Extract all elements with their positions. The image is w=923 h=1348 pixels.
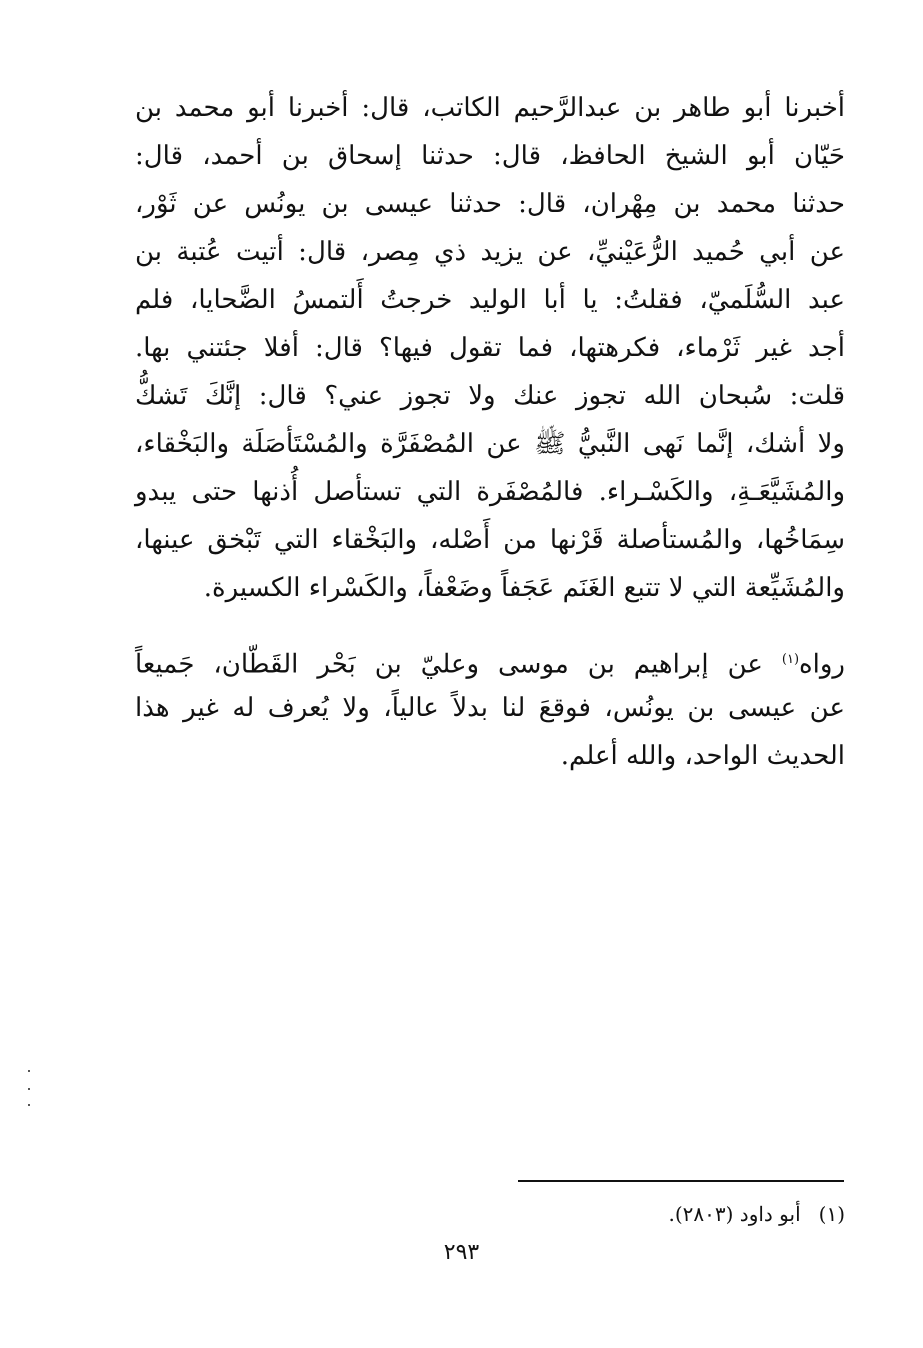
text-segment: عن إبراهيم بن موسى وعليّ بن بَحْر القَطّان، جَميعاً [135, 649, 782, 680]
text-line: الحديث الواحد، والله أعلم. [560, 741, 845, 771]
footnote-number: (١) [818, 1202, 845, 1226]
scan-speck-marks [28, 1070, 30, 1110]
text-line: ولا أشك، إنَّما نَهى النَّبيُّ ﷺ عن المُصْفَرَّة والمُسْتَأصَلَة والبَخْقاء، [135, 429, 845, 459]
text-line: أخبرنا أبو طاهر بن عبدالرَّحيم الكاتب، قال: أخبرنا أبو محمد بن [135, 93, 845, 123]
footnote-text: أبو داود (٢٨٠٣). [668, 1202, 801, 1226]
text-line: حَيّان أبو الشيخ الحافظ، قال: حدثنا إسحاق بن أحمد، قال: [135, 141, 845, 171]
text-line: سِمَاخُها، والمُستأصلة قَرْنها من أَصْله، والبَخْقاء التي تَبْخق عينها، [135, 525, 845, 555]
footnote-separator [518, 1180, 844, 1182]
text-line: والمُشَيِّعة التي لا تتبع الغَنَم عَجَفاً وضَعْفاً، والكَسْراء الكسيرة. [203, 573, 845, 603]
text-line: عن عيسى بن يونُس، فوقعَ لنا بدلاً عالياً، ولا يُعرف له غير هذا [135, 693, 845, 723]
text-segment: رواه [799, 649, 845, 680]
footnote-marker[interactable]: (١) [781, 652, 800, 667]
text-line: عبد السُّلَميّ، فقلتُ: يا أبا الوليد خرجتُ أَلتمسُ الضَّحايا، فلم [135, 285, 845, 315]
text-line: حدثنا محمد بن مِهْران، قال: حدثنا عيسى بن يونُس عن ثَوْر، [135, 189, 845, 219]
text-line: والمُشَيَّعَـةِ، والكَسْـراء. فالمُصْفَرة التي تستأصل أُذنها حتى يبدو [135, 477, 845, 507]
text-line: عن أبي حُميد الرُّعَيْنيِّ، عن يزيد ذي مِصر، قال: أتيت عُتبة بن [135, 237, 845, 267]
text-line-with-footnote [135, 640, 845, 680]
text-line: أجد غير ثَرْماء، فكرهتها، فما تقول فيها؟ قال: أفلا جئتني بها. [135, 333, 845, 363]
page-number: ٢٩٣ [443, 1240, 480, 1265]
footnote [668, 1200, 845, 1228]
text-line: قلت: سُبحان الله تجوز عنك ولا تجوز عني؟ قال: إنَّكَ تَشكُّ [135, 381, 845, 411]
